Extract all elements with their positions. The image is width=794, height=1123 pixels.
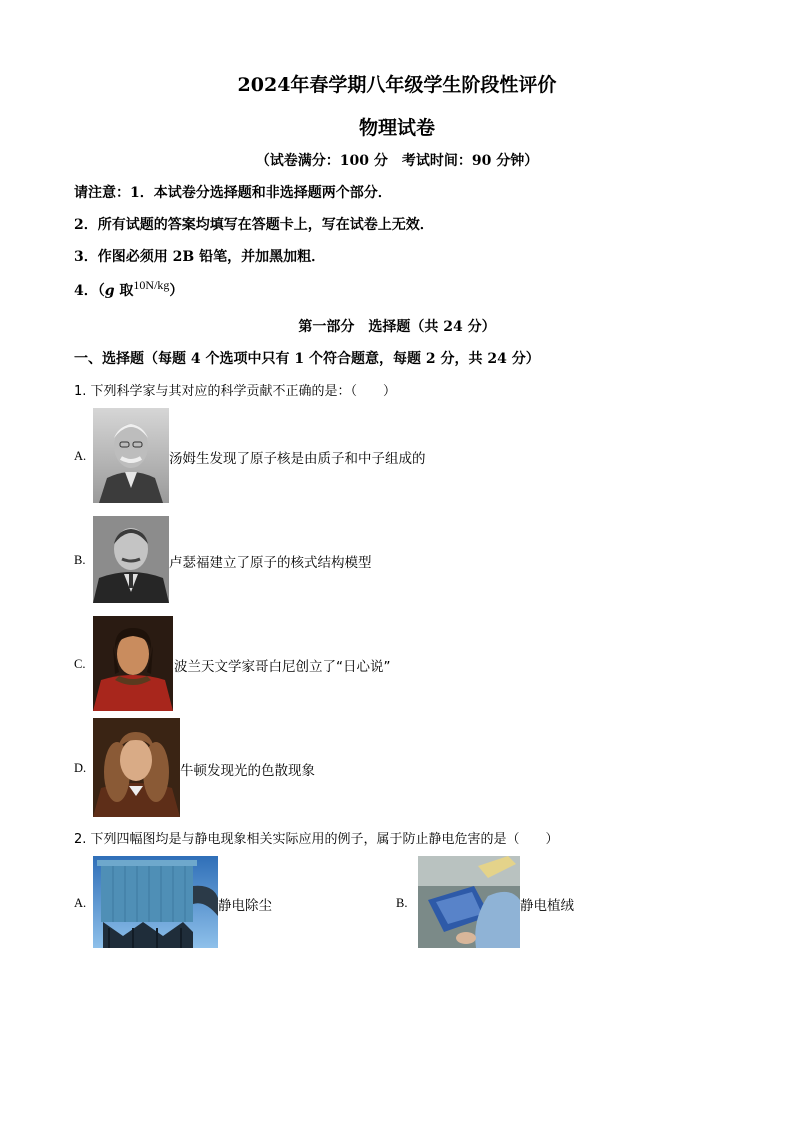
note-4-g-symbol: g [104,283,115,299]
q1-option-b-text: 卢瑟福建立了原子的核式结构模型 [169,555,372,571]
q2-option-a-letter: A. [74,896,87,910]
note-2: 2．所有试题的答案均填写在答题卡上，写在试卷上无效． [74,217,434,233]
exam-meta: （试卷满分：100 分 考试时间：90 分钟） [255,153,539,169]
exam-subject: 物理试卷 [358,117,435,139]
portrait-rutherford [93,516,169,603]
note-4-value: 10N/kg [133,278,170,292]
q2-option-b-letter: B. [396,896,408,910]
q1-option-d-letter: D. [74,761,87,775]
part-one-heading: 第一部分 选择题（共 24 分） [298,319,496,335]
q2-option-a-text: 静电除尘 [218,898,272,914]
photo-electrostatic-precipitator [93,856,218,948]
photo-electrostatic-flocking [418,856,520,948]
portrait-copernicus [93,616,173,711]
note-3: 3．作图必须用 2B 铅笔，并加黑加粗． [74,249,326,265]
portrait-newton [93,718,180,817]
note-4-mid: 取 [114,283,134,299]
q1-option-a-letter: A. [74,449,87,463]
q2-option-b-text: 静电植绒 [520,898,574,914]
exam-title: 2024年春学期八年级学生阶段性评价 [237,74,557,96]
q1-option-c-letter: C. [74,657,86,671]
section-heading: 一、选择题（每题 4 个选项中只有 1 个符合题意，每题 2 分，共 24 分） [74,351,540,367]
q1-option-a-text: 汤姆生发现了原子核是由质子和中子组成的 [169,451,426,467]
note-1: 请注意：1．本试卷分选择题和非选择题两个部分． [74,185,392,201]
note-4-suffix: ） [169,283,184,299]
portrait-thomson [93,408,169,503]
q1-option-d-text: 牛顿发现光的色散现象 [180,763,315,779]
q1-option-c-text: 波兰天文学家哥白尼创立了“日心说” [174,659,391,675]
note-4 [74,278,183,300]
q1-option-b-letter: B. [74,553,86,567]
question-2-stem: 2. 下列四幅图均是与静电现象相关实际应用的例子，属于防止静电危害的是（ ） [74,832,559,847]
note-4-prefix: 4．（ [74,283,105,299]
question-1-stem: 1. 下列科学家与其对应的科学贡献不正确的是：（ ） [74,384,397,399]
